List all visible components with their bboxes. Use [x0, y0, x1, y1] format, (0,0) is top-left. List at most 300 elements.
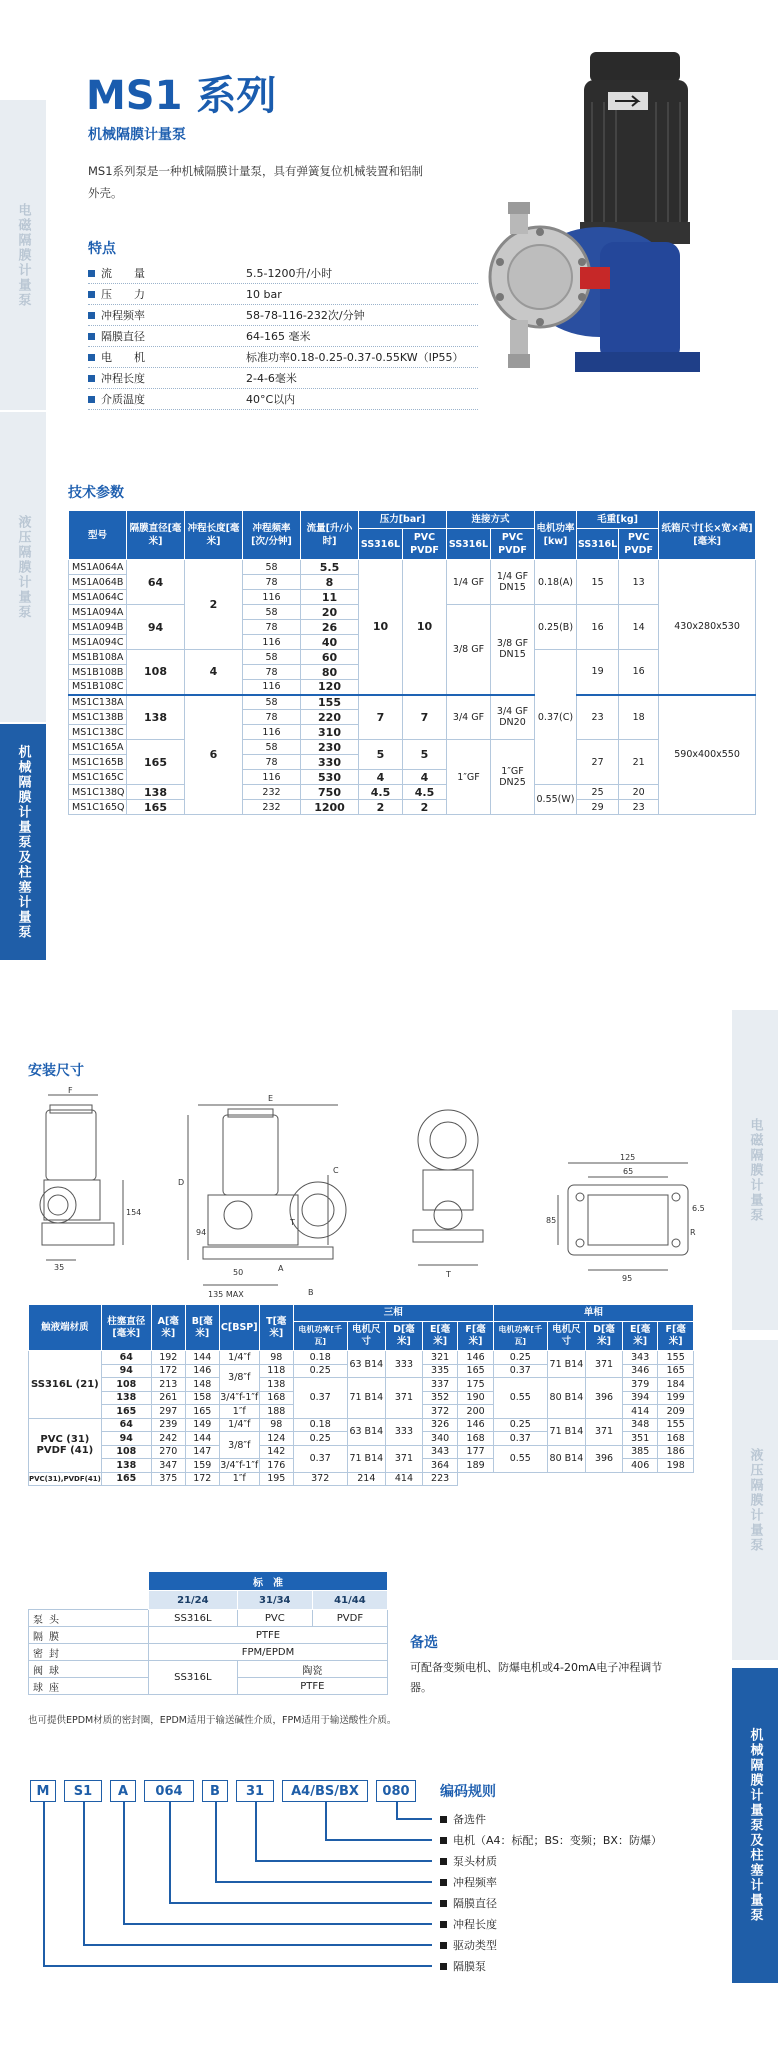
mat-row-valve: 阀球 — [29, 1661, 149, 1678]
feature-key — [88, 391, 246, 407]
mat-row-seal: 密封 — [29, 1644, 149, 1661]
dim-cell: 165 — [185, 1405, 219, 1419]
side-tab-electromagnetic-right[interactable] — [732, 1010, 778, 1330]
spec-cell-motor: 0.55(W) — [535, 785, 577, 815]
install-drawings — [28, 1085, 705, 1300]
dim-cell: 175 — [458, 1378, 493, 1392]
dcol-B: B[毫米] — [185, 1305, 219, 1351]
bullet-icon — [440, 1837, 447, 1844]
dim-cell: 371 — [586, 1351, 623, 1378]
spec-freq: 78 — [243, 665, 301, 680]
spec-model: MS1C138Q — [69, 785, 127, 800]
spec-cell-w_ss: 29 — [577, 800, 619, 815]
col-p-ss: SS316L — [359, 529, 403, 560]
spec-cell-stroke: 4 — [185, 650, 243, 695]
page-title: MS1 系列 — [86, 73, 277, 119]
coding-heading: 编码规则 — [440, 1784, 496, 1800]
dim-cell: 364 — [422, 1459, 457, 1473]
dim-cell: 3/8″f — [219, 1432, 259, 1459]
dimension-table — [28, 1304, 694, 1486]
col-p-pvc: PVC PVDF — [403, 529, 447, 560]
spec-cell-p_pvc: 10 — [403, 560, 447, 695]
code-legend-item — [440, 1958, 486, 1974]
code-box-080 — [376, 1780, 416, 1802]
dim-cell: 186 — [658, 1445, 694, 1459]
feature-row — [88, 263, 478, 284]
spec-cell-c_ss: 1″GF — [447, 740, 491, 815]
code-connector — [43, 1802, 45, 1966]
code-connector — [169, 1902, 432, 1904]
dim-cell: 3/8″f — [219, 1364, 259, 1391]
dim-cell: 94 — [101, 1364, 151, 1378]
dim-label-35: 35 — [54, 1263, 65, 1272]
spec-freq: 116 — [243, 680, 301, 695]
code-legend-text: 隔膜直径 — [453, 1897, 497, 1910]
code-box-S1 — [64, 1780, 102, 1802]
side-tab-label: 液压隔膜计量泵 — [747, 1447, 763, 1553]
dim-cell: 223 — [422, 1472, 457, 1486]
dim-cell: 1″f — [219, 1472, 259, 1486]
feature-key — [88, 307, 246, 323]
spec-freq: 58 — [243, 650, 301, 665]
spec-model: MS1B108A — [69, 650, 127, 665]
code-text: 080 — [382, 1783, 410, 1799]
dim-cell: 168 — [458, 1432, 493, 1446]
spec-flow: 60 — [301, 650, 359, 665]
dim-cell: 343 — [622, 1351, 657, 1365]
dim-cell: 159 — [185, 1459, 219, 1473]
spec-model: MS1A064B — [69, 575, 127, 590]
code-connector — [43, 1965, 432, 1967]
dim-cell: 335 — [422, 1364, 457, 1378]
dcol-mat: 触液端材质 — [29, 1305, 102, 1351]
bullet-icon — [88, 354, 95, 361]
dim-cell: 333 — [386, 1351, 423, 1378]
spec-cell-box: 430x280x530 — [659, 560, 756, 695]
materials-note: 也可提供EPDM材质的密封圈，EPDM适用于输送碱性介质，FPM适用于输送酸性介质。 — [28, 1715, 397, 1726]
dim-cell: 375 — [151, 1472, 185, 1486]
spec-cell-motor: 0.25(B) — [535, 605, 577, 650]
dim-cell: 385 — [622, 1445, 657, 1459]
dim-row — [29, 1472, 694, 1486]
spec-freq: 58 — [243, 560, 301, 575]
feature-key-text: 电 机 — [101, 351, 145, 364]
bullet-icon — [88, 333, 95, 340]
spec-cell-p_pvc: 4.5 — [403, 785, 447, 800]
spec-flow: 155 — [301, 695, 359, 710]
spec-freq: 232 — [243, 785, 301, 800]
mat-cell: SS316L — [149, 1661, 238, 1695]
spec-cell-w_ss: 23 — [577, 695, 619, 740]
dim-label-6-5: 6.5 — [692, 1204, 705, 1213]
spec-model: MS1C138A — [69, 695, 127, 710]
dim-cell: 1/4″f — [219, 1418, 259, 1432]
dcol-C: C[BSP] — [219, 1305, 259, 1351]
dim-cell: 214 — [347, 1472, 385, 1486]
dcol-D1: D[毫米] — [586, 1322, 623, 1351]
spec-cell-c_ss: 3/4 GF — [447, 695, 491, 740]
spec-cell-p_pvc: 2 — [403, 800, 447, 815]
spec-cell-c_pvc: 3/8 GF DN15 — [491, 605, 535, 695]
dim-cell: 414 — [622, 1405, 657, 1419]
mat-row-diaphragm: 隔膜 — [29, 1627, 149, 1644]
spec-flow: 530 — [301, 770, 359, 785]
code-box-B — [202, 1780, 228, 1802]
dim-cell: 71 B14 — [347, 1378, 385, 1419]
spec-freq: 232 — [243, 800, 301, 815]
dim-cell: 146 — [185, 1364, 219, 1378]
intro-text: MS1系列泵是一种机械隔膜计量泵，具有弹簧复位机械装置和铝制外壳。 — [88, 164, 424, 200]
mat-cell: SS316L — [149, 1610, 238, 1627]
dim-cell: 118 — [259, 1364, 293, 1378]
feature-key — [88, 265, 246, 281]
spec-cell-w_ss: 16 — [577, 605, 619, 650]
features-heading: 特点 — [88, 241, 116, 257]
spec-model: MS1C165B — [69, 755, 127, 770]
dim-cell: 396 — [586, 1378, 623, 1419]
dim-cell: 0.55 — [493, 1378, 547, 1419]
dim-cell: 371 — [386, 1378, 423, 1419]
spec-flow: 220 — [301, 710, 359, 725]
code-connector — [255, 1860, 432, 1862]
dim-row — [29, 1351, 694, 1365]
code-connector — [255, 1802, 257, 1861]
dim-cell: 0.37 — [293, 1445, 347, 1472]
bullet-icon — [440, 1942, 447, 1949]
dcol-F3: F[毫米] — [458, 1322, 493, 1351]
col-stroke: 冲程长度[毫米] — [185, 511, 243, 560]
mat-cell: 陶瓷 — [237, 1661, 387, 1678]
spec-cell-stroke: 2 — [185, 560, 243, 650]
col-box: 纸箱尺寸[长×宽×高][毫米] — [659, 511, 756, 560]
code-legend-item — [440, 1811, 486, 1827]
dim-cell: 270 — [151, 1445, 185, 1459]
spec-cell-stroke: 6 — [185, 695, 243, 815]
dim-cell: 406 — [622, 1459, 657, 1473]
dcol-A: A[毫米] — [151, 1305, 185, 1351]
code-connector — [123, 1802, 125, 1924]
pump-image — [480, 42, 720, 412]
bullet-icon — [440, 1963, 447, 1970]
feature-value: 5.5-1200升/小时 — [246, 267, 333, 280]
spec-flow: 1200 — [301, 800, 359, 815]
dim-cell: 155 — [658, 1351, 694, 1365]
code-box-064 — [144, 1780, 194, 1802]
spec-freq: 116 — [243, 770, 301, 785]
side-tab-electromagnetic[interactable] — [0, 100, 46, 410]
dim-label-T2: T — [446, 1270, 451, 1279]
dim-label-E: E — [268, 1094, 274, 1103]
dim-cell: 184 — [658, 1378, 694, 1392]
dim-cell: 108 — [101, 1378, 151, 1392]
dim-row — [29, 1445, 694, 1459]
dim-cell: 188 — [259, 1405, 293, 1419]
side-tab-label: 机械隔膜计量泵及柱塞计量泵 — [747, 1728, 763, 1923]
feature-value: 40°C以内 — [246, 393, 296, 406]
spec-cell-p_ss: 5 — [359, 740, 403, 770]
dim-cell: 326 — [422, 1418, 457, 1432]
dim-cell: 372 — [293, 1472, 347, 1486]
spec-heading: 技术参数 — [68, 485, 124, 501]
dim-cell: 0.25 — [493, 1351, 547, 1365]
code-legend-text: 隔膜泵 — [453, 1960, 486, 1973]
code-box-motor — [282, 1780, 368, 1802]
dim-cell: 0.37 — [493, 1432, 547, 1446]
dim-cell: 98 — [259, 1351, 293, 1365]
dim-cell: 146 — [458, 1418, 493, 1432]
dim-cell: 199 — [658, 1391, 694, 1405]
spec-cell-dia: 108 — [127, 650, 185, 695]
dim-cell: 124 — [259, 1432, 293, 1446]
feature-row — [88, 326, 478, 347]
dcol-F1: F[毫米] — [658, 1322, 694, 1351]
features-list — [88, 263, 478, 410]
col-c-pvc: PVC PVDF — [491, 529, 535, 560]
spec-freq: 58 — [243, 695, 301, 710]
spec-freq: 58 — [243, 740, 301, 755]
dim-cell: 168 — [658, 1432, 694, 1446]
spec-cell-w_pvc: 20 — [619, 785, 659, 800]
side-tab-mechanical-right[interactable] — [732, 1668, 778, 1983]
dim-cell: 352 — [422, 1391, 457, 1405]
spec-cell-c_pvc: 1/4 GF DN15 — [491, 560, 535, 605]
feature-key-text: 流 量 — [101, 267, 145, 280]
col-freq: 冲程频率[次/分钟] — [243, 511, 301, 560]
col-flow: 流量[升/小时] — [301, 511, 359, 560]
spec-cell-dia: 138 — [127, 785, 185, 800]
feature-row — [88, 305, 478, 326]
side-tab-hydraulic-right[interactable] — [732, 1340, 778, 1660]
dim-cell: 0.18 — [293, 1351, 347, 1365]
dim-cell: 0.25 — [293, 1432, 347, 1446]
bullet-icon — [88, 291, 95, 298]
dim-cell: 177 — [458, 1445, 493, 1459]
spec-model: MS1A064C — [69, 590, 127, 605]
mat-row-head: 泵头 — [29, 1610, 149, 1627]
code-connector — [325, 1802, 327, 1840]
dim-label-T: T — [290, 1218, 295, 1227]
code-text: A — [117, 1783, 129, 1799]
spec-cell-w_pvc: 16 — [619, 650, 659, 695]
dcol-kw3: 电机功率[千瓦] — [293, 1322, 347, 1351]
dim-cell: 0.18 — [293, 1418, 347, 1432]
side-tab-label: 电磁隔膜计量泵 — [15, 202, 31, 308]
mat-col-21: 21/24 — [149, 1591, 238, 1610]
dcol-frame1: 电机尺寸 — [547, 1322, 585, 1351]
code-box-31 — [236, 1780, 274, 1802]
spec-row — [69, 695, 756, 710]
feature-value: 2-4-6毫米 — [246, 372, 297, 385]
code-text: B — [210, 1783, 220, 1799]
mat-cell: PTFE — [237, 1678, 387, 1695]
spec-flow: 8 — [301, 575, 359, 590]
spec-flow: 80 — [301, 665, 359, 680]
dim-cell: 148 — [185, 1378, 219, 1392]
dim-cell: 0.25 — [493, 1418, 547, 1432]
spec-cell-p_ss: 2 — [359, 800, 403, 815]
code-connector — [396, 1802, 398, 1819]
spec-model: MS1A064A — [69, 560, 127, 575]
dim-cell: 337 — [422, 1378, 457, 1392]
code-legend-text: 冲程频率 — [453, 1876, 497, 1889]
code-legend-item — [440, 1916, 497, 1932]
dim-cell: 71 B14 — [547, 1418, 585, 1445]
dim-cell: 165 — [458, 1364, 493, 1378]
dim-cell: 144 — [185, 1351, 219, 1365]
col-conn: 连接方式 — [447, 511, 535, 529]
dim-cell: 172 — [151, 1364, 185, 1378]
dim-label-R: R — [690, 1228, 696, 1237]
dim-mat: PVC(31),PVDF(41) — [29, 1472, 102, 1486]
spec-model: MS1B108B — [69, 665, 127, 680]
feature-value: 64-165 毫米 — [246, 330, 311, 343]
dim-cell: 142 — [259, 1445, 293, 1459]
spec-model: MS1C165A — [69, 740, 127, 755]
spec-freq: 78 — [243, 575, 301, 590]
bullet-icon — [440, 1816, 447, 1823]
col-weight: 毛重[kg] — [577, 511, 659, 529]
spec-cell-w_pvc: 14 — [619, 605, 659, 650]
dcol-dia: 柱塞直径[毫米] — [101, 1305, 151, 1351]
mat-cell: PTFE — [149, 1627, 388, 1644]
spec-freq: 78 — [243, 710, 301, 725]
side-tab-hydraulic[interactable] — [0, 412, 46, 722]
dim-cell: 71 B14 — [347, 1445, 385, 1472]
code-legend-item — [440, 1832, 662, 1848]
code-text: S1 — [73, 1783, 93, 1799]
dcol-T: T[毫米] — [259, 1305, 293, 1351]
spec-flow: 330 — [301, 755, 359, 770]
dim-label-94: 94 — [196, 1228, 207, 1237]
dim-cell: 1/4″f — [219, 1351, 259, 1365]
spec-freq: 78 — [243, 620, 301, 635]
spec-model: MS1C165Q — [69, 800, 127, 815]
dim-cell: 3/4″f-1″f — [220, 1459, 259, 1471]
spec-row — [69, 800, 756, 815]
bullet-icon — [88, 312, 95, 319]
code-connector — [325, 1839, 432, 1841]
options-text: 可配备变频电机、防爆电机或4-20mA电子冲程调节器。 — [410, 1661, 663, 1694]
side-tab-mechanical[interactable] — [0, 724, 46, 960]
bullet-icon — [440, 1879, 447, 1886]
spec-model: MS1C165C — [69, 770, 127, 785]
dim-cell: 138 — [259, 1378, 293, 1392]
spec-cell-c_ss: 1/4 GF — [447, 560, 491, 605]
dim-cell: 340 — [422, 1432, 457, 1446]
spec-freq: 116 — [243, 590, 301, 605]
bullet-icon — [88, 375, 95, 382]
code-text: 31 — [245, 1783, 265, 1799]
feature-row — [88, 368, 478, 389]
feature-key-text: 介质温度 — [101, 393, 145, 406]
feature-key-text: 冲程长度 — [101, 372, 145, 385]
dim-cell: 138 — [101, 1459, 151, 1473]
feature-key — [88, 286, 246, 302]
code-legend-text: 泵头材质 — [453, 1855, 497, 1868]
spec-cell-w_pvc: 21 — [619, 740, 659, 785]
dim-cell: 321 — [422, 1351, 457, 1365]
col-pressure: 压力[bar] — [359, 511, 447, 529]
mat-cell: FPM/EPDM — [149, 1644, 388, 1661]
dim-cell: 333 — [386, 1418, 423, 1445]
dim-label-50: 50 — [233, 1268, 244, 1277]
spec-freq: 116 — [243, 635, 301, 650]
dim-label-D: D — [178, 1178, 185, 1187]
spec-row — [69, 785, 756, 800]
dim-cell: 64 — [101, 1418, 151, 1432]
spec-cell-p_pvc: 5 — [403, 740, 447, 770]
dim-label-C: C — [333, 1166, 339, 1175]
dim-cell: 0.37 — [493, 1364, 547, 1378]
feature-row — [88, 284, 478, 305]
spec-cell-w_pvc: 18 — [619, 695, 659, 740]
dim-cell: 94 — [101, 1432, 151, 1446]
spec-model: MS1A094C — [69, 635, 127, 650]
code-connector — [83, 1802, 85, 1945]
spec-cell-w_ss: 25 — [577, 785, 619, 800]
code-connector — [215, 1802, 217, 1882]
dim-cell: 371 — [586, 1418, 623, 1445]
code-text: 064 — [155, 1783, 183, 1799]
spec-cell-c_pvc: 3/4 GF DN20 — [491, 695, 535, 740]
code-connector — [215, 1881, 432, 1883]
dcol-single: 单相 — [493, 1305, 693, 1322]
spec-cell-c_pvc: 1″GF DN25 — [491, 740, 535, 815]
spec-flow: 20 — [301, 605, 359, 620]
dim-cell: 176 — [259, 1459, 293, 1473]
dim-label-125: 125 — [620, 1153, 636, 1162]
code-text: A4/BS/BX — [291, 1783, 359, 1799]
dim-cell: 351 — [622, 1432, 657, 1446]
mat-cell: PVC — [237, 1610, 312, 1627]
dim-cell: 63 B14 — [347, 1418, 385, 1445]
dim-cell: 348 — [622, 1418, 657, 1432]
spec-cell-dia: 138 — [127, 695, 185, 740]
bullet-icon — [440, 1900, 447, 1907]
spec-cell-w_pvc: 13 — [619, 560, 659, 605]
code-connector — [396, 1818, 432, 1820]
spec-flow: 5.5 — [301, 560, 359, 575]
dim-cell: 261 — [151, 1391, 185, 1405]
mat-col-31: 31/34 — [237, 1591, 312, 1610]
dcol-three: 三相 — [293, 1305, 493, 1322]
spec-flow: 310 — [301, 725, 359, 740]
dim-cell: 209 — [658, 1405, 694, 1419]
page-subtitle: 机械隔膜计量泵 — [88, 127, 186, 143]
feature-value: 10 bar — [246, 287, 282, 301]
spec-cell-w_ss: 15 — [577, 560, 619, 605]
code-legend-text: 驱动类型 — [453, 1939, 497, 1952]
dim-cell: 0.37 — [293, 1378, 347, 1419]
dim-cell: 372 — [422, 1405, 457, 1419]
spec-cell-p_ss: 4.5 — [359, 785, 403, 800]
dim-label-95: 95 — [622, 1274, 633, 1283]
spec-row — [69, 740, 756, 755]
spec-cell-dia: 165 — [127, 740, 185, 785]
code-legend-item — [440, 1937, 497, 1953]
spec-freq: 116 — [243, 725, 301, 740]
dim-cell: 63 B14 — [347, 1351, 385, 1378]
spec-flow: 230 — [301, 740, 359, 755]
spec-freq: 58 — [243, 605, 301, 620]
feature-key-text: 压 力 — [101, 288, 145, 301]
dim-cell: 192 — [151, 1351, 185, 1365]
spec-table — [68, 510, 756, 815]
spec-flow: 11 — [301, 590, 359, 605]
dim-label-B: B — [308, 1288, 314, 1297]
bullet-icon — [88, 396, 95, 403]
col-c-ss: SS316L — [447, 529, 491, 560]
